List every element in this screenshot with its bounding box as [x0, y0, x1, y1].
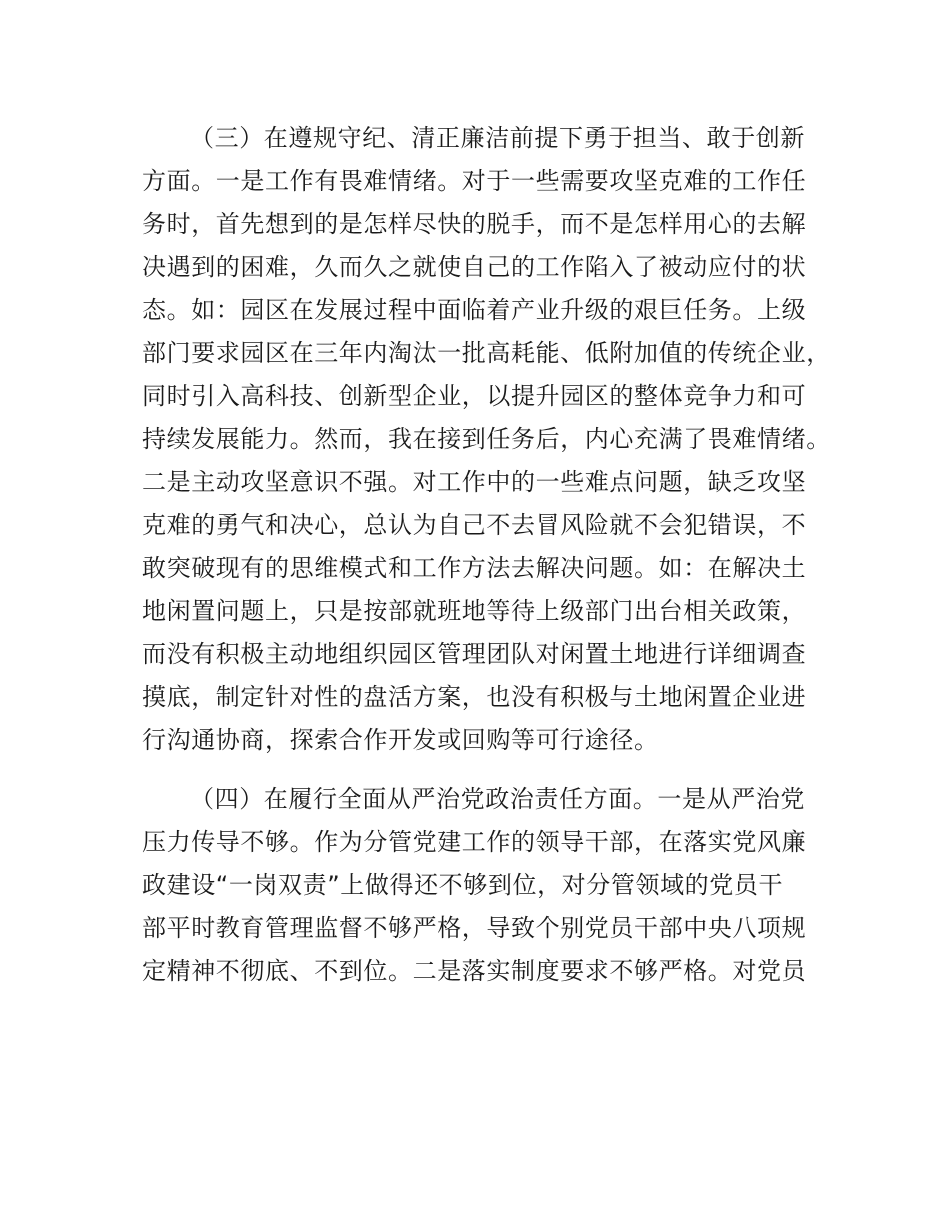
paragraph-4-line-3: 政建设“一岗双责”上做得还不够到位，对分管领域的党员干: [142, 871, 784, 899]
paragraph-3-line-11: 敢突破现有的思维模式和工作方法去解决问题。如：在解决土: [142, 554, 807, 582]
paragraph-3-line-13: 而没有积极主动地组织园区管理团队对闲置土地进行详细调查: [142, 640, 807, 668]
paragraph-3-line-8: 持续发展能力。然而，我在接到任务后，内心充满了畏难情绪。: [142, 425, 831, 453]
paragraph-4-line-2: 压力传导不够。作为分管党建工作的领导干部，在落实党风廉: [142, 828, 807, 856]
paragraph-3-line-15: 行沟通协商，探索合作开发或回购等可行途径。: [142, 726, 659, 754]
paragraph-3-line-10: 克难的勇气和决心，总认为自己不去冒风险就不会犯错误，不: [142, 511, 807, 539]
paragraph-3-line-9: 二是主动攻坚意识不强。对工作中的一些难点问题，缺乏攻坚: [142, 468, 807, 496]
paragraph-3-line-4: 决遇到的困难，久而久之就使自己的工作陷入了被动应付的状: [142, 253, 807, 281]
paragraph-3-line-2: 方面。一是工作有畏难情绪。对于一些需要攻坚克难的工作任: [142, 167, 807, 195]
paragraph-3-line-12: 地闲置问题上，只是按部就班地等待上级部门出台相关政策，: [142, 597, 807, 625]
paragraph-4-line-1: （四）在履行全面从严治党政治责任方面。一是从严治党: [190, 785, 805, 813]
paragraph-4-line-5: 定精神不彻底、不到位。二是落实制度要求不够严格。对党员: [142, 957, 807, 985]
paragraph-3-line-6: 部门要求园区在三年内淘汰一批高耗能、低附加值的传统企业，: [142, 339, 831, 367]
paragraph-3-line-7: 同时引入高科技、创新型企业，以提升园区的整体竞争力和可: [142, 382, 807, 410]
paragraph-3-line-1: （三）在遵规守纪、清正廉洁前提下勇于担当、敢于创新: [190, 124, 805, 152]
paragraph-3-line-3: 务时，首先想到的是怎样尽快的脱手，而不是怎样用心的去解: [142, 210, 807, 238]
paragraph-4-line-4: 部平时教育管理监督不够严格，导致个别党员干部中央八项规: [142, 914, 807, 942]
paragraph-3-line-14: 摸底，制定针对性的盘活方案，也没有积极与土地闲置企业进: [142, 683, 807, 711]
paragraph-3-line-5: 态。如：园区在发展过程中面临着产业升级的艰巨任务。上级: [142, 296, 807, 324]
